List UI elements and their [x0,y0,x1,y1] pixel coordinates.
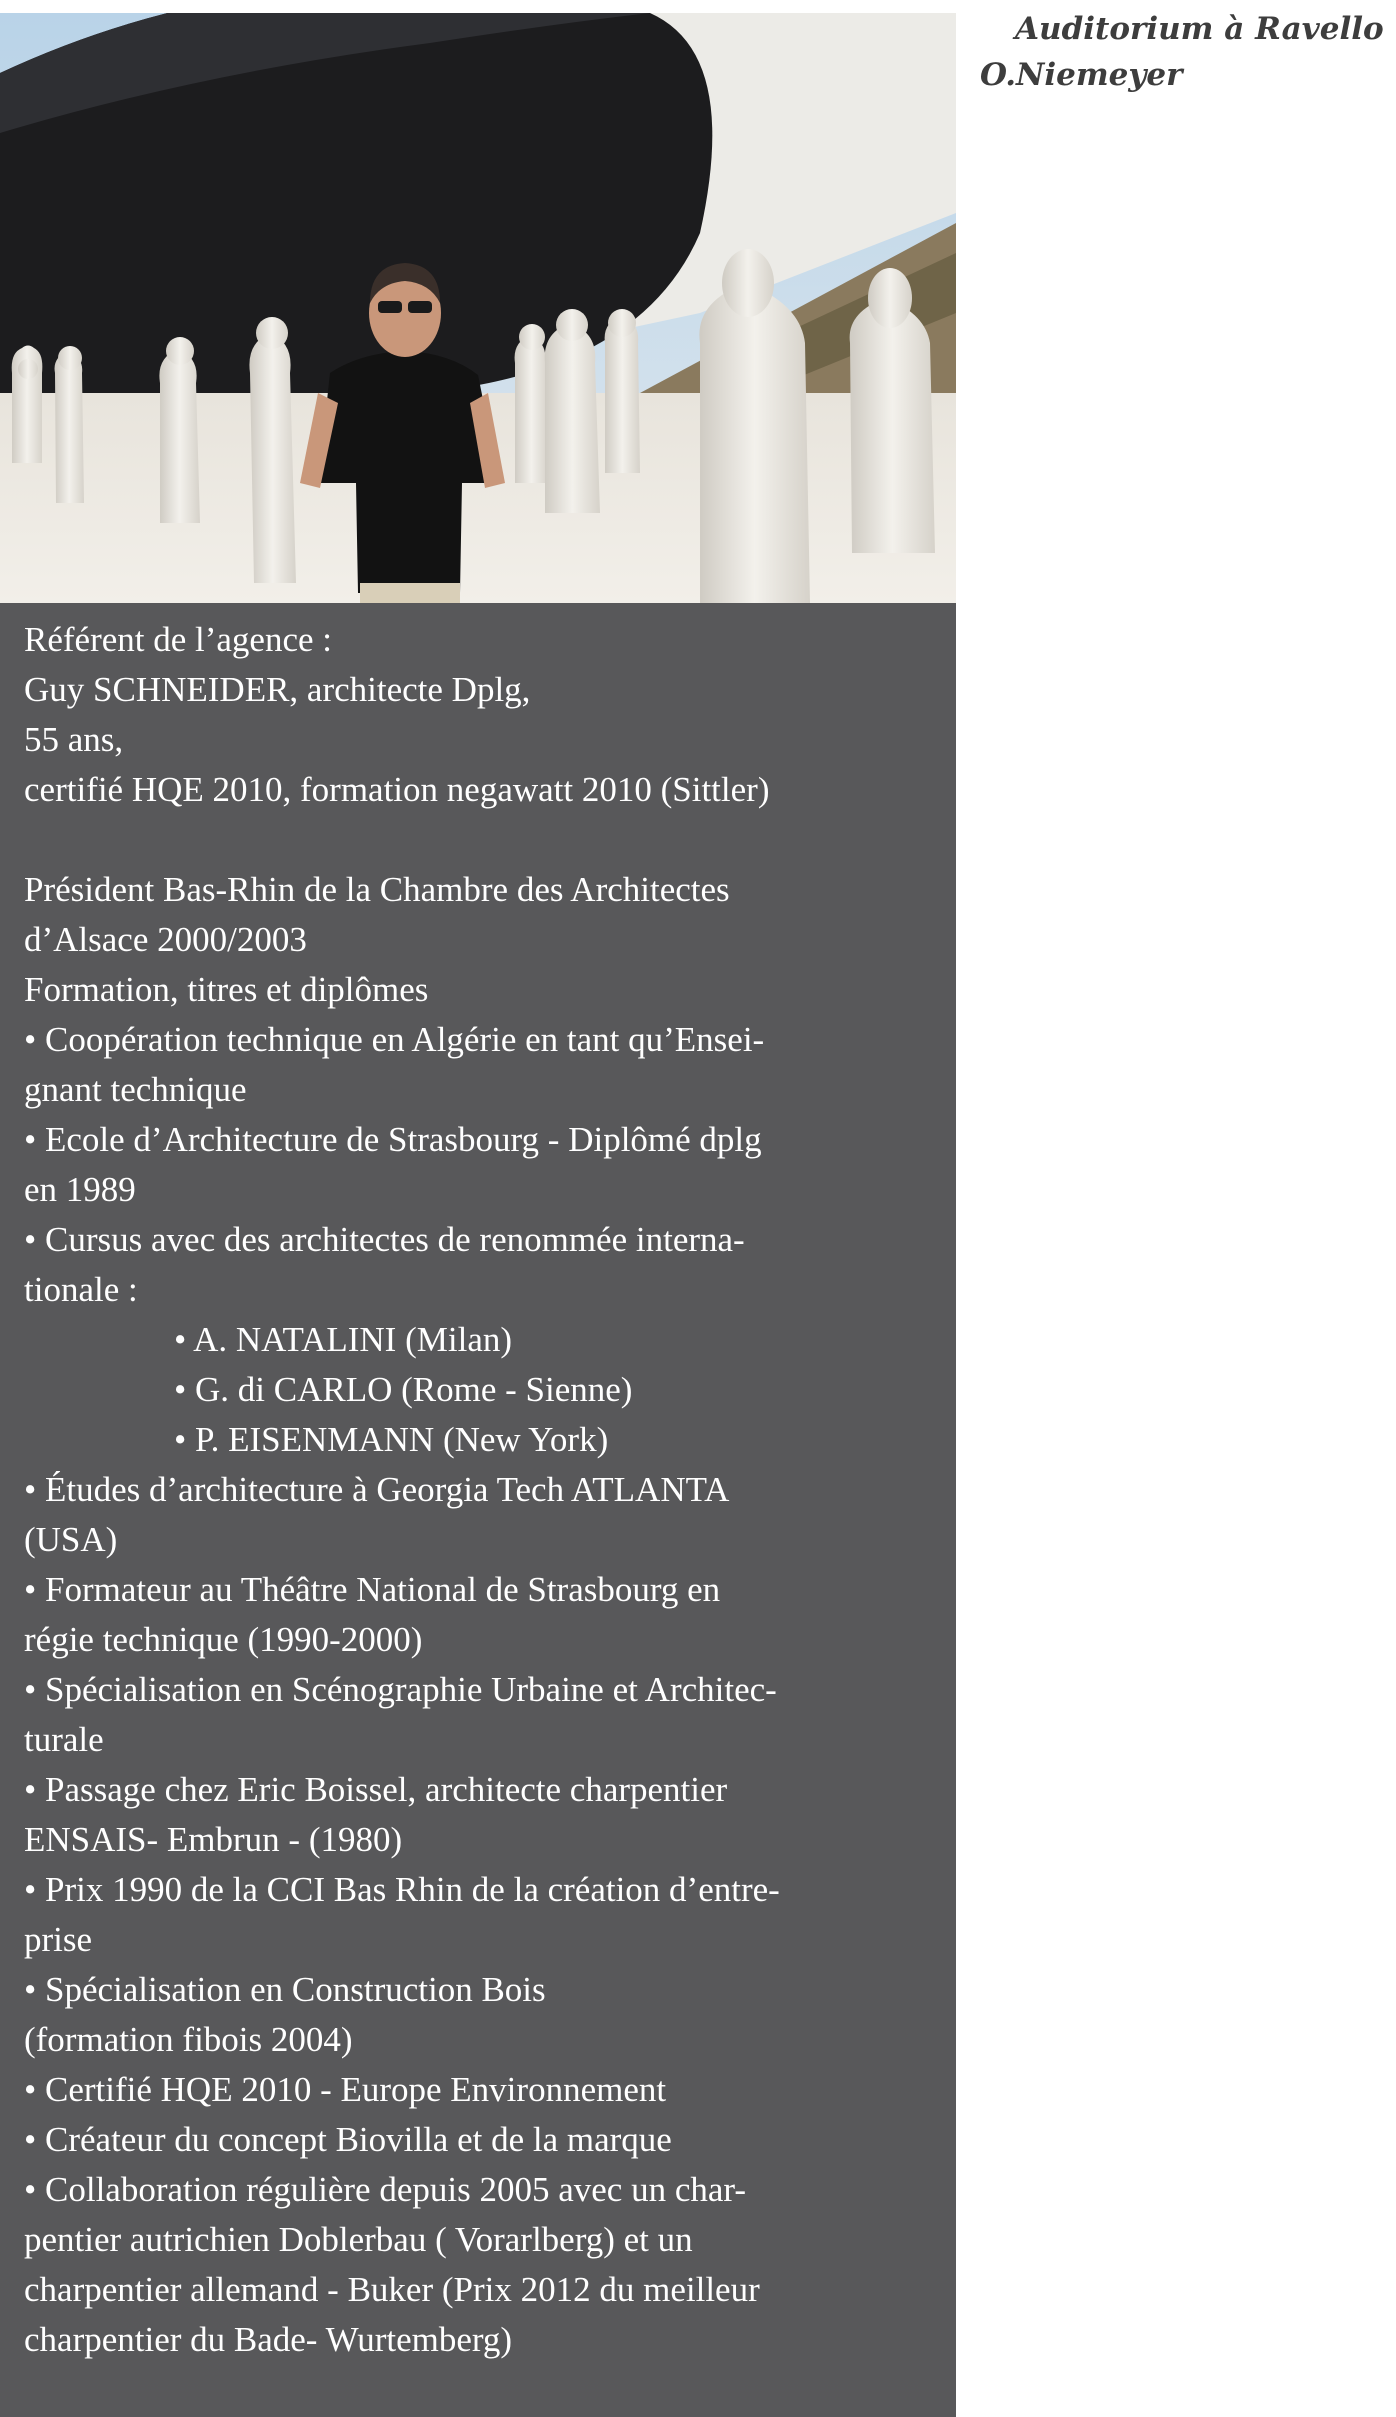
profile-line: • Collaboration régulière depuis 2005 avec un char- [24,2170,746,2209]
profile-line: pentier autrichien Doblerbau ( Vorarlberg) et un [24,2220,693,2259]
profile-line: • Passage chez Eric Boissel, architecte charpentier [24,1770,728,1809]
profile-line: en 1989 [24,1170,136,1209]
profile-line: charpentier du Bade- Wurtemberg) [24,2320,513,2359]
profile-line: • Certifié HQE 2010 - Europe Environnement [24,2070,667,2109]
profile-line: • Ecole d’Architecture de Strasbourg - Diplômé dplg [24,1120,762,1159]
profile-line: certifié HQE 2010, formation negawatt 2010 (Sittler) [24,770,770,809]
profile-line: • Formateur au Théâtre National de Strasbourg en [24,1570,721,1609]
profile-line-indented: • P. EISENMANN (New York) [174,1420,609,1459]
profile-line: tionale : [24,1270,138,1309]
profile-line: Référent de l’agence : [24,620,333,659]
profile-line: • Études d’architecture à Georgia Tech ATLANTA [24,1470,730,1509]
blank-line [24,815,946,865]
profile-panel [0,603,956,2417]
profile-line: • Spécialisation en Scénographie Urbaine et Architec- [24,1670,777,1709]
profile-line: prise [24,1920,93,1959]
profile-line-indented: • A. NATALINI (Milan) [174,1320,513,1359]
profile-line: 55 ans, [24,720,124,759]
profile-line: (USA) [24,1520,118,1559]
profile-line: • Prix 1990 de la CCI Bas Rhin de la création d’entre- [24,1870,780,1909]
profile-line: charpentier allemand - Buker (Prix 2012 du meilleur [24,2270,760,2309]
caption-line-1: Auditorium à Ravello [1015,11,1384,47]
profile-line: • Créateur du concept Biovilla et de la marque [24,2120,672,2159]
profile-line: Formation, titres et diplômes [24,970,429,1009]
profile-line: ENSAIS- Embrun - (1980) [24,1820,403,1859]
profile-line: Président Bas-Rhin de la Chambre des Architectes [24,870,730,909]
profile-line: (formation fibois 2004) [24,2020,353,2059]
auditorium-photo-illustration [0,13,956,603]
profile-line-indented: • G. di CARLO (Rome - Sienne) [174,1370,633,1409]
profile-line: • Coopération technique en Algérie en tant qu’Ensei- [24,1020,765,1059]
portrait-photo [0,13,956,603]
profile-line: • Cursus avec des architectes de renommée interna- [24,1220,745,1259]
profile-line: d’Alsace 2000/2003 [24,920,307,959]
profile-line: Guy SCHNEIDER, architecte Dplg, [24,670,531,709]
profile-line: gnant technique [24,1070,247,1109]
profile-line: régie technique (1990-2000) [24,1620,423,1659]
caption-line-2: O.Niemeyer [980,57,1183,93]
profile-line: • Spécialisation en Construction Bois [24,1970,546,2009]
photo-caption [980,6,1390,98]
profile-line: turale [24,1720,104,1759]
